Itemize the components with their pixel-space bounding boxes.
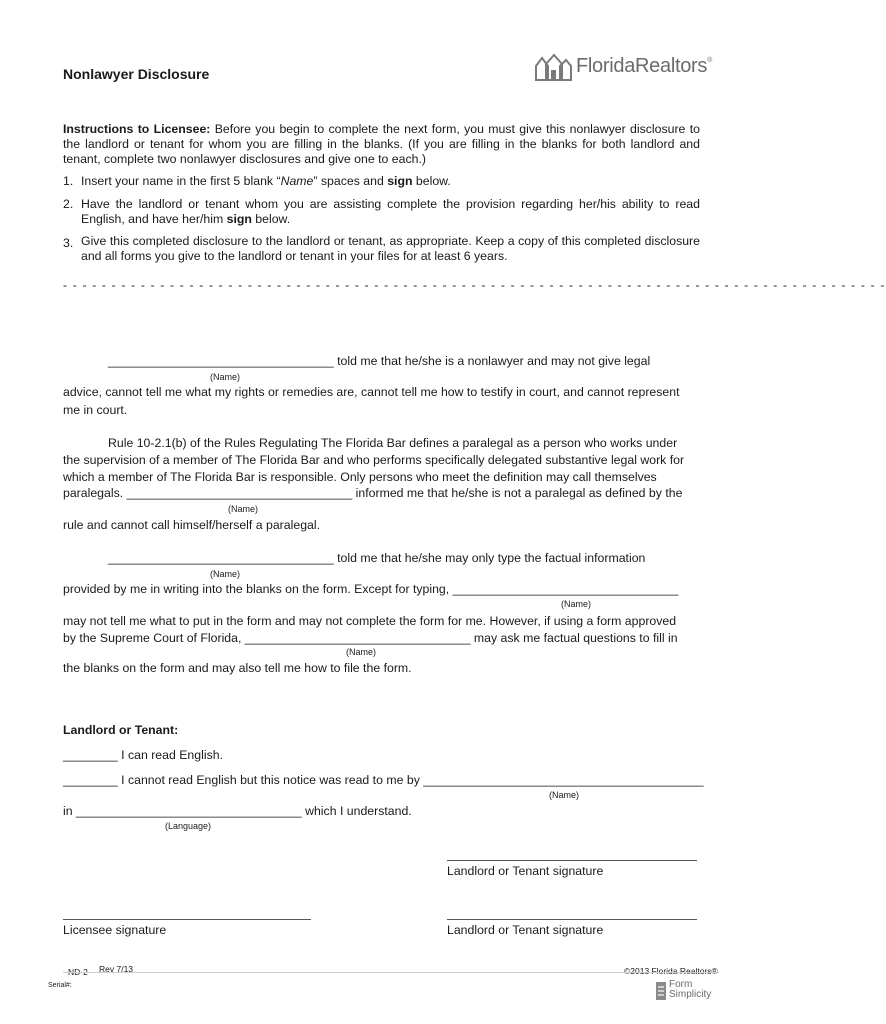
name-label: (Name) [346, 647, 377, 657]
name-label: (Name) [210, 569, 241, 579]
read-english-line: ________ I can read English. [63, 748, 223, 762]
signature-line [63, 919, 311, 920]
disclosure-line: the blanks on the form and may also tell me how to file the form. [63, 661, 412, 675]
signature-line [447, 860, 697, 861]
disclosure-line: may not tell me what to put in the form and may not complete the form for me. However, if using a form approved [63, 614, 677, 628]
signature-line [447, 919, 697, 920]
name-label: (Name) [228, 504, 259, 514]
form-id: ND-2 [68, 967, 88, 977]
disclosure-line: Rule 10-2.1(b) of the Rules Regulating The Florida Bar defines a paralegal as a person who works under [108, 436, 678, 450]
name-label: (Name) [561, 599, 592, 609]
page-title: Nonlawyer Disclosure [63, 66, 210, 82]
instructions-lead: Instructions to Licensee: [63, 122, 211, 136]
landlord-tenant-signature-label: Landlord or Tenant signature [447, 864, 604, 878]
houses-logo-icon [532, 52, 572, 82]
form-simplicity-logo [655, 980, 725, 1004]
florida-realtors-logo [532, 52, 732, 82]
instruction-item-1: 1. Insert your name in the first 5 blank “Name” spaces and sign below. [63, 174, 451, 188]
instruction-item-2: 2. Have the landlord or tenant whom you are assisting complete the provision regarding her/his ability to read English, and have her/him sign below. [63, 197, 700, 226]
copyright: ©2013 Florida Realtors® [624, 966, 718, 976]
licensee-signature-label: Licensee signature [63, 923, 167, 937]
name-label: (Name) [549, 790, 580, 800]
disclosure-line: paralegals. _________________________________ informed me that he/she is not a paralegal as defined by the [63, 486, 683, 500]
cannot-read-english-line: ________ I cannot read English but this notice was read to me by _________________________________________ [63, 773, 704, 787]
serial-number: Serial#: [48, 982, 72, 989]
form-simplicity-word-2: Simplicity [669, 989, 712, 1000]
footer-divider [63, 972, 719, 973]
disclosure-line: me in court. [63, 403, 128, 417]
brand-name: FloridaRealtors [576, 55, 708, 77]
language-line: in _________________________________ which I understand. [63, 804, 412, 818]
disclosure-line: advice, cannot tell me what my rights or remedies are, cannot tell me how to testify in court, and cannot represent [63, 385, 680, 399]
disclosure-line: the supervision of a member of The Florida Bar and who performs specifically delegated substantive legal work for [63, 453, 685, 467]
registered-mark: ® [707, 57, 712, 64]
disclosure-line: rule and cannot call himself/herself a paralegal. [63, 518, 321, 532]
instruction-item-3: 3. Give this completed disclosure to the landlord or tenant, as appropriate. Keep a copy of this completed disclosure and all forms you give to the landlord or tenant in your files for at least 6 years. [63, 234, 700, 263]
language-label: (Language) [165, 821, 212, 831]
landlord-tenant-signature-label: Landlord or Tenant signature [447, 923, 604, 937]
disclosure-line: by the Supreme Court of Florida, _________________________________ may ask me factual questions to fill in [63, 631, 678, 645]
disclosure-line: which a member of The Florida Bar is responsible. Only persons who meet the definition may call themselves [63, 470, 657, 484]
instructions-paragraph [63, 122, 700, 167]
disclosure-line: _________________________________ told me that he/she may only type the factual information [108, 551, 646, 565]
cut-line-separator: - - - - - - - - - - - - - - - - - - - - - - - - - - - - - - - - - - - - - - - - - - - - - - - - - - - - - - - - - - - - - - - - - - - - - - - - - - - - - - - - - - - - - [63, 278, 886, 292]
form-simplicity-word-1: Form [669, 979, 693, 990]
landlord-tenant-heading: Landlord or Tenant: [63, 723, 179, 737]
disclosure-line: provided by me in writing into the blanks on the form. Except for typing, _________________________________ [63, 582, 679, 596]
document-icon [655, 981, 667, 1001]
instructions-text: Before you begin to complete the next form, you must give this nonlawyer disclosure to the landlord or tenant for whom you are filling in the blanks. (If you are filling in the blanks for both landlord and tenant, complete two nonlawyer disclosures and give one to each.) [63, 122, 700, 166]
revision: Rev 7/13 [99, 964, 134, 974]
name-label: (Name) [210, 372, 241, 382]
disclosure-line: _________________________________ told me that he/she is a nonlawyer and may not give legal [108, 354, 651, 368]
